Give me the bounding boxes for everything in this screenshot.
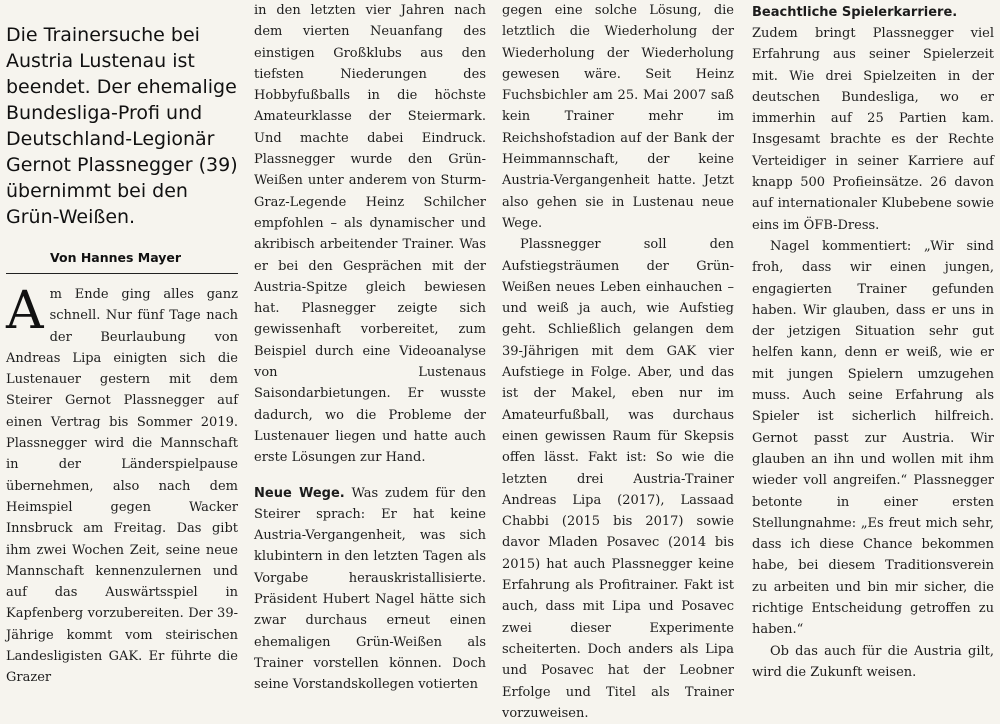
col2-paragraph-1: in den letzten vier Jahren nach dem vierten Neuanfang des einstigen Großklubs aus den tiefsten Niederungen des Hobbyfußballs in die höchste Amateurklasse der Steiermark. Und machte dabei Eindruck. Plassnegger wurde den Grün-Weißen unter anderem von Sturm-Graz-Legende Heinz Schilcher empfohlen – als dynamischer und akribisch arbeitender Trainer. Was er bei den Gesprächen mit der Austria-Spitze gleich bewiesen hat. Plasnegger zeigte sich gewissenhaft vorbereitet, zum Beispiel durch eine Videoanalyse von Lustenaus Saisondarbietungen. Er wusste dadurch, wo die Probleme der Lustenauer liegen und hatte auch erste Lösungen zur Hand. [254,3,486,466]
subhead-spielerkarriere: Beachtliche Spielerkarriere. [752,5,958,20]
byline-divider [6,273,238,274]
col3-paragraph-2: Plassnegger soll den Aufstiegsträumen der Grün-Weißen neues Leben einhauchen – und weiß ja auch, wie Aufstieg geht. Schließlich gelangen dem 39-Jährigen mit dem GAK vier Aufstiege in Folge. Aber, und das ist der Makel, eben nur im Amateurfußball, was durchaus einen gewissen Raum für Skepsis offen lässt. Fakt ist: So wie die letzten drei Austria-Trainer Andreas Lipa (2017), Lassaad Chabbi (2015 bis 2017) sowie davor Mladen Posavec (2014 bis 2015) hat auch Plassnegger keine Erfahrung als Profitrainer. Fakt ist auch, dass mit Lipa und Posavec zwei dieser Experimente scheiterten. Doch anders als Lipa und Posavec hat der Leobner Erfolge und Titel als Trainer vorzuweisen. [502,237,734,721]
headline: Die Trainersuche bei Austria Lustenau ist beendet. Der ehemalige Bundesliga-Profi und Deutschland-Legionär Gernot Plassnegger (39) übernimmt bei den Grün-Weißen. [6,24,238,228]
col4-paragraph-2: Nagel kommentiert: „Wir sind froh, dass wir einen jungen, engagierten Trainer gefunden haben. Wir glauben, dass er uns in der jetzigen Situation sehr gut helfen kann, denn er weiß, wie er mit jungen Spielern umzugehen muss. Auch seine Erfahrung als Spieler ist sicherlich hilfreich. Gernot passt zur Austria. Wir glauben an ihn und wollen mit ihm wieder voll angreifen.“ Plassnegger betonte in einer ersten Stellungnahme: „Es freut mich sehr, dass ich diese Chance bekommen habe, bei diesem Traditionsverein zu arbeiten und bin mir sicher, die richtige Entscheidung getroffen zu haben.“ [752,238,994,638]
col3-paragraph-1: gegen eine solche Lösung, die letztlich die Wiederholung der Wiederholung der Wiederholung gewesen wäre. Seit Heinz Fuchsbichler am 25. Mai 2007 saß kein Trainer mehr im Reichshofstadion auf der Bank der Heimmannschaft, der keine Austria-Vergangenheit hatte. Jetzt also gehen sie in Lustenau neue Wege. [502,3,734,231]
lead-paragraph [6,281,238,689]
column-4 [752,0,994,680]
col4-paragraph-1: Zudem bringt Plassnegger viel Erfahrung aus seiner Spielerzeit mit. Wie drei Spielzeiten in der deutschen Bundesliga, wo er immerhin auf 25 Partien kam. Insgesamt brachte es der Rechte Verteidiger in seiner Karriere auf knapp 500 Profieinsätze. 26 davon auf internationaler Klubebene sowie eins im ÖFB-Dress. [752,26,994,233]
drop-cap: A [6,281,44,341]
col4-paragraph-3: Ob das auch für die Austria gilt, wird die Zukunft weisen. [752,643,994,680]
column-3 [502,0,734,721]
subhead-neue-wege: Neue Wege. [254,485,345,501]
col2-paragraph-2: Was zudem für den Steirer sprach: Er hat keine Austria-Vergangenheit, was sich klubintern in den letzten Tagen als Vorgabe herauskristallisierte. Präsident Hubert Nagel hätte sich zwar durchaus erneut einen ehemaligen Grün-Weißen als Trainer vorstellen können. Doch seine Vorstandskollegen votierten [254,485,486,693]
lead-text: m Ende ging alles ganz schnell. Nur fünf Tage nach der Beurlaubung von Andreas Lipa einigten sich die Lustenauer gestern mit dem Steirer Gernot Plassnegger auf einen Vertrag bis Sommer 2019. Plassnegger wird die Mannschaft in der Länderspielpause übernehmen, also nach dem Heimspiel gegen Wacker Innsbruck am Freitag. Das gibt ihm zwei Wochen Zeit, seine neue Mannschaft kennenzulernen und auf das Auswärtsspiel in Kapfenberg vorzubereiten. Der 39-Jährige kommt vom steirischen Landesligisten GAK. Er führte die Grazer [6,287,238,686]
column-1 [6,0,238,686]
column-2 [254,0,486,693]
byline: Von Hannes Mayer [50,250,182,265]
col2-section-neue-wege [254,483,486,696]
